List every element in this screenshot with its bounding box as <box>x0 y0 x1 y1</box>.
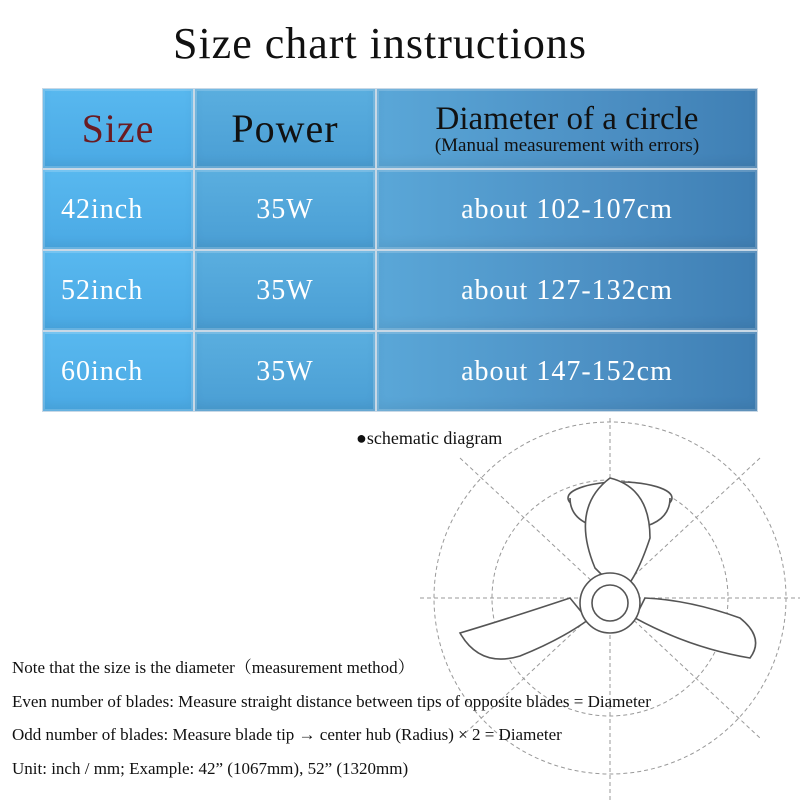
row-2-power: 35W <box>194 250 376 331</box>
header-power-cell <box>194 88 376 169</box>
note-line-3: Odd number of blades: Measure blade tip → center hub (Radius) × 2 = Diameter <box>12 725 562 744</box>
row-2-diameter: about 127-132cm <box>376 250 758 331</box>
header-diameter-label: Diameter of a circle <box>435 100 699 137</box>
row-1-power: 35W <box>194 169 376 250</box>
header-power-label: Power <box>231 106 339 151</box>
header-size-cell <box>42 88 194 169</box>
row-3-diameter: about 147-152cm <box>376 331 758 412</box>
header-size-label: Size <box>81 106 155 151</box>
row-1-diameter: about 102-107cm <box>376 169 758 250</box>
row-2-size: 52inch <box>42 250 194 331</box>
size-chart-table <box>42 88 758 412</box>
note-line-4: Unit: inch / mm; Example: 42” (1067mm), 52” (1320mm) <box>12 758 409 778</box>
measurement-notes <box>12 651 800 785</box>
schematic-diagram-label: ●schematic diagram <box>356 428 503 448</box>
row-3-size: 60inch <box>42 331 194 412</box>
header-diameter-note: (Manual measurement with errors) <box>434 134 700 156</box>
note-line-2: Even number of blades: Measure straight distance between tips of opposite blades = Diameter <box>12 691 651 711</box>
row-3-power: 35W <box>194 331 376 412</box>
page-title: Size chart instructions <box>172 19 587 68</box>
row-1-size: 42inch <box>42 169 194 250</box>
note-line-1: Note that the size is the diameter（measurement method） <box>12 658 415 677</box>
header-diameter-cell <box>376 88 758 169</box>
